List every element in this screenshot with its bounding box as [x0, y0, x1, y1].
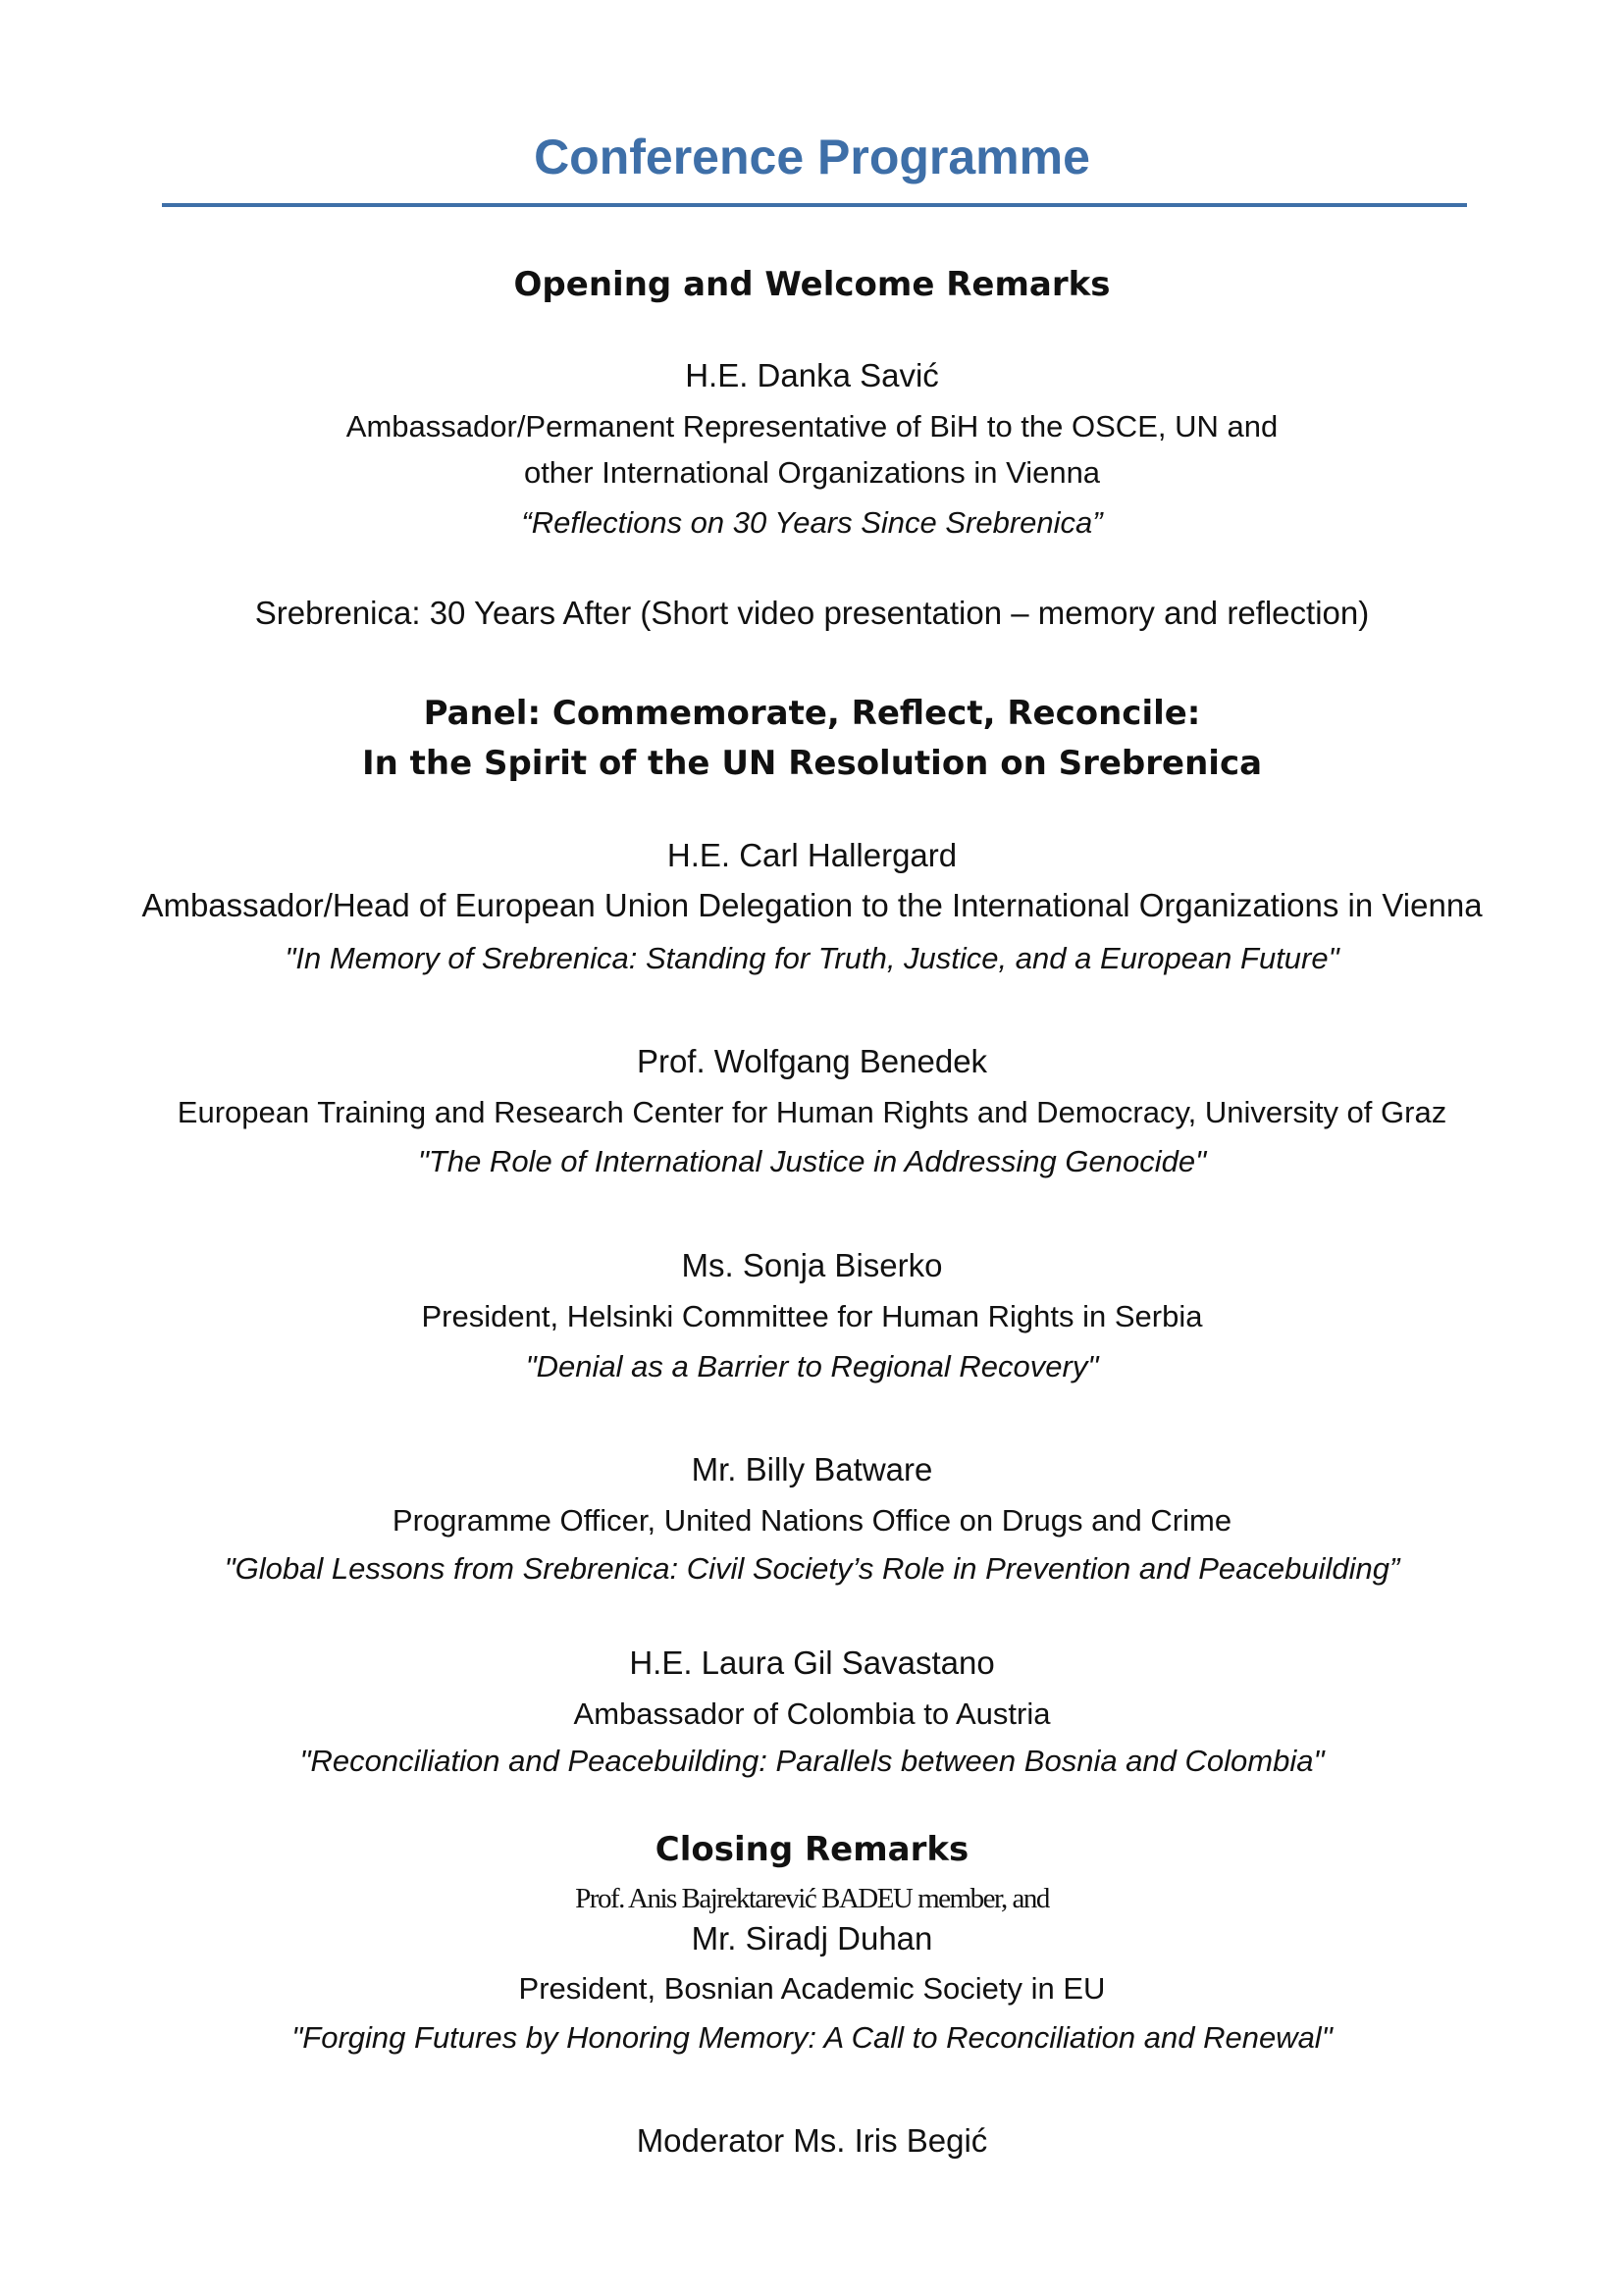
panel-heading-line1: Panel: Commemorate, Reflect, Reconcile: — [423, 694, 1201, 733]
opening-speaker-role-line2: other International Organizations in Vienna — [523, 455, 1101, 490]
panel-speaker-role: Ambassador of Colombia to Austria — [573, 1696, 1051, 1731]
opening-speaker-talk: “Reflections on 30 Years Since Srebrenica” — [521, 505, 1103, 540]
panel-speaker-name: Prof. Wolfgang Benedek — [636, 1043, 988, 1079]
panel-speaker-role: Ambassador/Head of European Union Delegation to the International Organizations in Vienna — [141, 887, 1483, 923]
closing-heading: Closing Remarks — [655, 1830, 969, 1869]
panel-speaker-talk: "In Memory of Srebrenica: Standing for Truth, Justice, and a European Future" — [285, 941, 1339, 975]
title-divider — [162, 203, 1467, 207]
panel-speaker-name: Ms. Sonja Biserko — [681, 1247, 943, 1283]
closing-extra-speaker: Prof. Anis Bajrektarević BADEU member, and — [575, 1883, 1049, 1914]
closing-speaker-name: Mr. Siradj Duhan — [691, 1920, 933, 1957]
panel-speaker-talk: "Reconciliation and Peacebuilding: Parallels between Bosnia and Colombia" — [299, 1744, 1325, 1778]
closing-speaker-talk: "Forging Futures by Honoring Memory: A Call to Reconciliation and Renewal" — [291, 2020, 1333, 2055]
opening-speaker-name: H.E. Danka Savić — [685, 357, 939, 393]
panel-speaker-name: H.E. Laura Gil Savastano — [629, 1644, 995, 1681]
panel-speaker-name: Mr. Billy Batware — [691, 1451, 933, 1487]
opening-heading: Opening and Welcome Remarks — [513, 265, 1111, 304]
moderator-line: Moderator Ms. Iris Begić — [636, 2122, 988, 2159]
panel-heading-line2: In the Spirit of the UN Resolution on Srebrenica — [361, 744, 1263, 783]
panel-speaker-role: President, Helsinki Committee for Human Rights in Serbia — [421, 1299, 1203, 1333]
panel-speaker-name: H.E. Carl Hallergard — [666, 837, 958, 873]
panel-speaker-talk: "Denial as a Barrier to Regional Recovery" — [525, 1349, 1099, 1383]
closing-speaker-role: President, Bosnian Academic Society in EU — [518, 1971, 1106, 2006]
panel-speaker-role: Programme Officer, United Nations Office on Drugs and Crime — [392, 1503, 1232, 1538]
video-presentation: Srebrenica: 30 Years After (Short video presentation – memory and reflection) — [254, 595, 1370, 631]
panel-speaker-talk: "The Role of International Justice in Addressing Genocide" — [417, 1144, 1207, 1178]
panel-speaker-role: European Training and Research Center for Human Rights and Democracy, University of Graz — [177, 1095, 1447, 1129]
page-title: Conference Programme — [534, 130, 1090, 184]
opening-speaker-role-line1: Ambassador/Permanent Representative of BiH to the OSCE, UN and — [345, 409, 1279, 444]
panel-speaker-talk: "Global Lessons from Srebrenica: Civil Society’s Role in Prevention and Peacebuilding” — [224, 1551, 1400, 1586]
